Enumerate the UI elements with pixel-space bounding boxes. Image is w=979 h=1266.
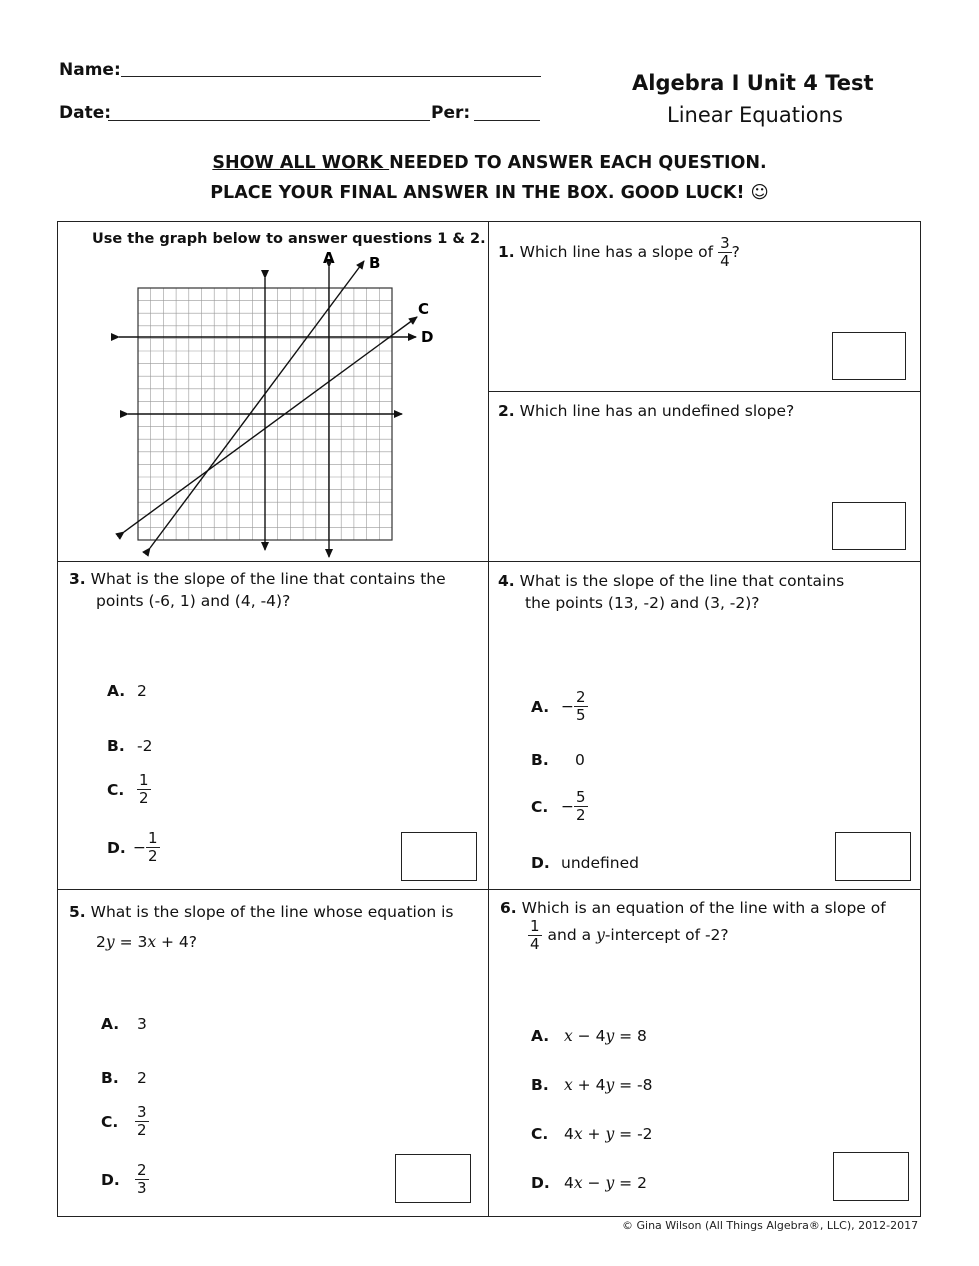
answer-box-4[interactable] — [835, 832, 911, 881]
period-label: Per: — [431, 103, 471, 123]
copyright-notice: © Gina Wilson (All Things Algebra®, LLC), 2012-2017 — [622, 1219, 919, 1232]
instruction-rest: NEEDED TO ANSWER EACH QUESTION. — [389, 153, 767, 173]
question-6: 6. Which is an equation of the line with a slope of — [500, 899, 886, 917]
q6-option-a[interactable]: A. x − 4y = 8 — [531, 1027, 647, 1045]
row-divider-1 — [57, 561, 921, 562]
q3-option-a[interactable]: A. 2 — [107, 682, 147, 700]
coordinate-graph — [110, 245, 450, 560]
date-field[interactable] — [108, 120, 430, 121]
q3-option-c[interactable]: C. $\frac{1}{2}$ — [107, 771, 149, 807]
instruction-underlined: SHOW ALL WORK — [212, 153, 390, 173]
answer-box-1[interactable] — [832, 332, 906, 380]
line-label-c: C — [418, 300, 430, 318]
q5-option-d[interactable]: D. $\frac{2}{3}$ — [101, 1161, 147, 1197]
q4-option-b[interactable]: B. 0 — [531, 751, 585, 769]
question-1: 1. Which line has a slope of $\frac{3}{4}$ ? — [498, 234, 740, 270]
q6-option-c[interactable]: C. 4x + y = -2 — [531, 1125, 653, 1143]
line-label-d: D — [421, 328, 434, 346]
answer-box-2[interactable] — [832, 502, 906, 550]
instruction-line-2: PLACE YOUR FINAL ANSWER IN THE BOX. GOOD LUCK! ☺ — [210, 183, 769, 203]
q5-option-c[interactable]: C. $\frac{3}{2}$ — [101, 1103, 147, 1139]
row-divider-2 — [57, 889, 921, 890]
name-label: Name: — [59, 60, 121, 80]
line-c — [124, 317, 417, 532]
q3-option-b[interactable]: B. -2 — [107, 737, 153, 755]
row-divider-q1-q2 — [488, 391, 920, 392]
line-label-b: B — [369, 254, 381, 272]
q6-option-d[interactable]: D. 4x − y = 2 — [531, 1174, 647, 1192]
question-6-line-2: $\frac{1}{4}$ and a y-intercept of -2? — [530, 917, 729, 953]
question-text: Which line has an undefined slope? — [519, 402, 795, 420]
page-title: Algebra I Unit 4 Test — [632, 71, 874, 95]
line-label-a: A — [323, 249, 335, 267]
answer-box-3[interactable] — [401, 832, 477, 881]
question-text: Which line has a slope of — [519, 243, 714, 261]
question-number: 2. — [498, 402, 515, 420]
q3-option-d[interactable]: D. − $\frac{1}{2}$ — [107, 829, 158, 865]
q4-option-a[interactable]: A. − $\frac{2}{5}$ — [531, 688, 586, 724]
instruction-line-1 — [0, 153, 979, 173]
name-field[interactable] — [121, 76, 541, 77]
q4-option-d[interactable]: D. undefined — [531, 854, 639, 872]
answer-box-6[interactable] — [833, 1152, 909, 1201]
line-b — [150, 261, 364, 548]
column-divider — [488, 221, 489, 1217]
q5-option-b[interactable]: B. 2 — [101, 1069, 147, 1087]
fraction: $\frac{3}{4}$ — [720, 234, 730, 270]
question-4: 4. What is the slope of the line that contains the points (13, -2) and (3, -2)? — [498, 572, 845, 612]
q5-option-a[interactable]: A. 3 — [101, 1015, 147, 1033]
page-subtitle: Linear Equations — [667, 103, 843, 127]
question-number: 1. — [498, 243, 515, 261]
question-2 — [498, 400, 794, 422]
q6-option-b[interactable]: B. x + 4y = -8 — [531, 1076, 653, 1094]
graph-caption: Use the graph below to answer questions 1 & 2. — [92, 231, 486, 247]
q4-option-c[interactable]: C. − $\frac{5}{2}$ — [531, 788, 586, 824]
question-3: 3. What is the slope of the line that contains the points (-6, 1) and (4, -4)? — [69, 570, 446, 610]
period-field[interactable] — [474, 120, 540, 121]
answer-box-5[interactable] — [395, 1154, 471, 1203]
question-5: 5. What is the slope of the line whose equation is 2y = 3x + 4? — [69, 903, 454, 951]
date-label: Date: — [59, 103, 112, 123]
